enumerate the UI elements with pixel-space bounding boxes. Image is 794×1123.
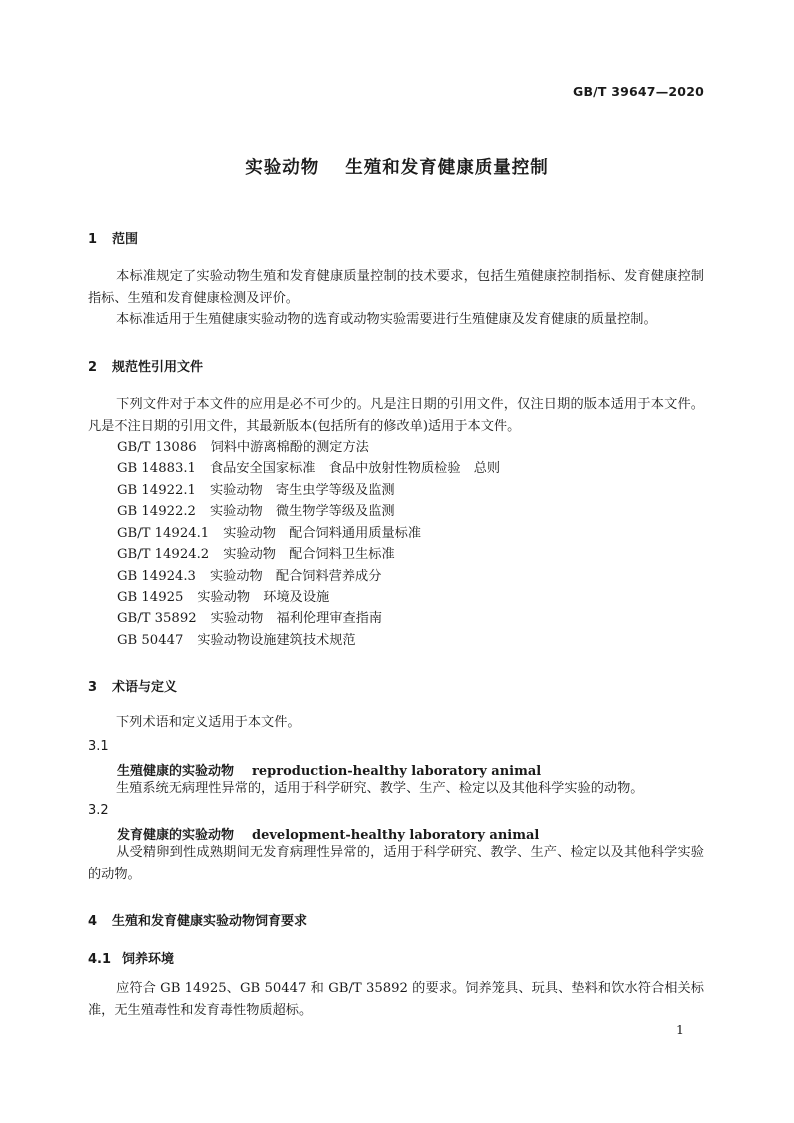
reference-item bbox=[117, 501, 395, 523]
reference-item bbox=[117, 523, 421, 545]
section-number: 4 bbox=[88, 914, 98, 929]
section-1-heading bbox=[88, 228, 138, 247]
reference-code: GB 14883.1 bbox=[117, 461, 196, 476]
reference-title: 实验动物 配合饲料营养成分 bbox=[209, 569, 382, 584]
reference-item bbox=[117, 630, 356, 652]
section-title: 饲养环境 bbox=[122, 952, 175, 967]
title-part-2: 生殖和发育健康质量控制 bbox=[345, 158, 549, 178]
section-4-heading bbox=[88, 910, 307, 929]
term-chinese: 发育健康的实验动物 bbox=[117, 828, 235, 843]
section-4-1-paragraph-1 bbox=[88, 978, 704, 1021]
reference-title: 实验动物 寄生虫学等级及监测 bbox=[209, 483, 395, 498]
reference-title: 实验动物 环境及设施 bbox=[197, 590, 330, 605]
reference-code: GB 50447 bbox=[117, 633, 184, 648]
section-3-heading bbox=[88, 676, 177, 695]
reference-code: GB 14925 bbox=[117, 590, 184, 605]
term-3-2 bbox=[117, 824, 539, 843]
standard-code: GB/T 39647—2020 bbox=[572, 84, 704, 99]
term-english: reproduction-healthy laboratory animal bbox=[252, 764, 542, 779]
section-title: 范围 bbox=[112, 232, 139, 247]
section-title: 规范性引用文件 bbox=[112, 360, 204, 375]
reference-title: 实验动物设施建筑技术规范 bbox=[197, 633, 356, 648]
reference-title: 实验动物 配合饲料卫生标准 bbox=[223, 547, 395, 562]
term-chinese: 生殖健康的实验动物 bbox=[117, 764, 235, 779]
reference-title: 食品安全国家标准 食品中放射性物质检验 总则 bbox=[209, 461, 501, 476]
reference-item bbox=[117, 544, 395, 566]
section-title: 生殖和发育健康实验动物饲育要求 bbox=[112, 914, 308, 929]
paragraph-text: 下列文件对于本文件的应用是必不可少的。凡是注日期的引用文件，仅注日期的版本适用于本文件。凡是不注日期的引用文件，其最新版本(包括所有的修改单)适用于本文件。 bbox=[88, 397, 704, 434]
reference-item bbox=[117, 587, 329, 609]
reference-title: 实验动物 福利伦理审查指南 bbox=[210, 611, 383, 626]
paragraph-text: 本标准适用于生殖健康实验动物的选育或动物实验需要进行生殖健康及发育健康的质量控制。 bbox=[116, 312, 657, 327]
term-3-1-number: 3.1 bbox=[88, 739, 109, 754]
reference-item bbox=[117, 458, 500, 480]
page-number: 1 bbox=[676, 1022, 684, 1037]
term-3-1-definition bbox=[88, 778, 704, 800]
definition-text: 生殖系统无病理性异常的，适用于科学研究、教学、生产、检定以及其他科学实验的动物。 bbox=[116, 781, 644, 796]
section-number: 3 bbox=[88, 680, 98, 695]
section-number: 2 bbox=[88, 360, 98, 375]
section-2-heading bbox=[88, 356, 203, 375]
reference-code: GB/T 14924.1 bbox=[117, 526, 210, 541]
reference-code: GB 14924.3 bbox=[117, 569, 196, 584]
term-english: development-healthy laboratory animal bbox=[252, 828, 540, 843]
reference-item bbox=[117, 437, 369, 459]
definition-text: 从受精卵到性成熟期间无发育病理性异常的，适用于科学研究、教学、生产、检定以及其他科学实验的动物。 bbox=[88, 845, 704, 882]
reference-code: GB 14922.1 bbox=[117, 483, 196, 498]
reference-title: 饲料中游离棉酚的测定方法 bbox=[210, 440, 369, 455]
document-title bbox=[0, 154, 794, 179]
term-3-2-definition bbox=[88, 842, 704, 885]
section-3-paragraph-1 bbox=[88, 712, 704, 734]
reference-title: 实验动物 微生物学等级及监测 bbox=[209, 504, 395, 519]
reference-code: GB/T 35892 bbox=[117, 611, 197, 626]
title-part-1: 实验动物 bbox=[245, 158, 320, 178]
reference-code: GB 14922.2 bbox=[117, 504, 196, 519]
section-number: 1 bbox=[88, 232, 98, 247]
section-4-1-heading bbox=[88, 948, 174, 967]
section-1-paragraph-2 bbox=[88, 309, 704, 331]
section-2-paragraph-1 bbox=[88, 394, 704, 437]
section-title: 术语与定义 bbox=[112, 680, 178, 695]
section-number: 4.1 bbox=[88, 952, 112, 967]
paragraph-text: 下列术语和定义适用于本文件。 bbox=[116, 715, 301, 730]
reference-title: 实验动物 配合饲料通用质量标准 bbox=[223, 526, 422, 541]
paragraph-text: 本标准规定了实验动物生殖和发育健康质量控制的技术要求，包括生殖健康控制指标、发育健康控制指标、生殖和发育健康检测及评价。 bbox=[88, 269, 704, 306]
reference-item bbox=[117, 480, 395, 502]
term-3-2-number: 3.2 bbox=[88, 803, 109, 818]
reference-code: GB/T 13086 bbox=[117, 440, 197, 455]
reference-item bbox=[117, 566, 381, 588]
term-3-1 bbox=[117, 760, 541, 779]
reference-item bbox=[117, 608, 382, 630]
reference-code: GB/T 14924.2 bbox=[117, 547, 210, 562]
paragraph-text: 应符合 GB 14925、GB 50447 和 GB/T 35892 的要求。饲养笼具、玩具、垫料和饮水符合相关标准，无生殖毒性和发育毒性物质超标。 bbox=[88, 981, 704, 1018]
section-1-paragraph-1 bbox=[88, 266, 704, 309]
